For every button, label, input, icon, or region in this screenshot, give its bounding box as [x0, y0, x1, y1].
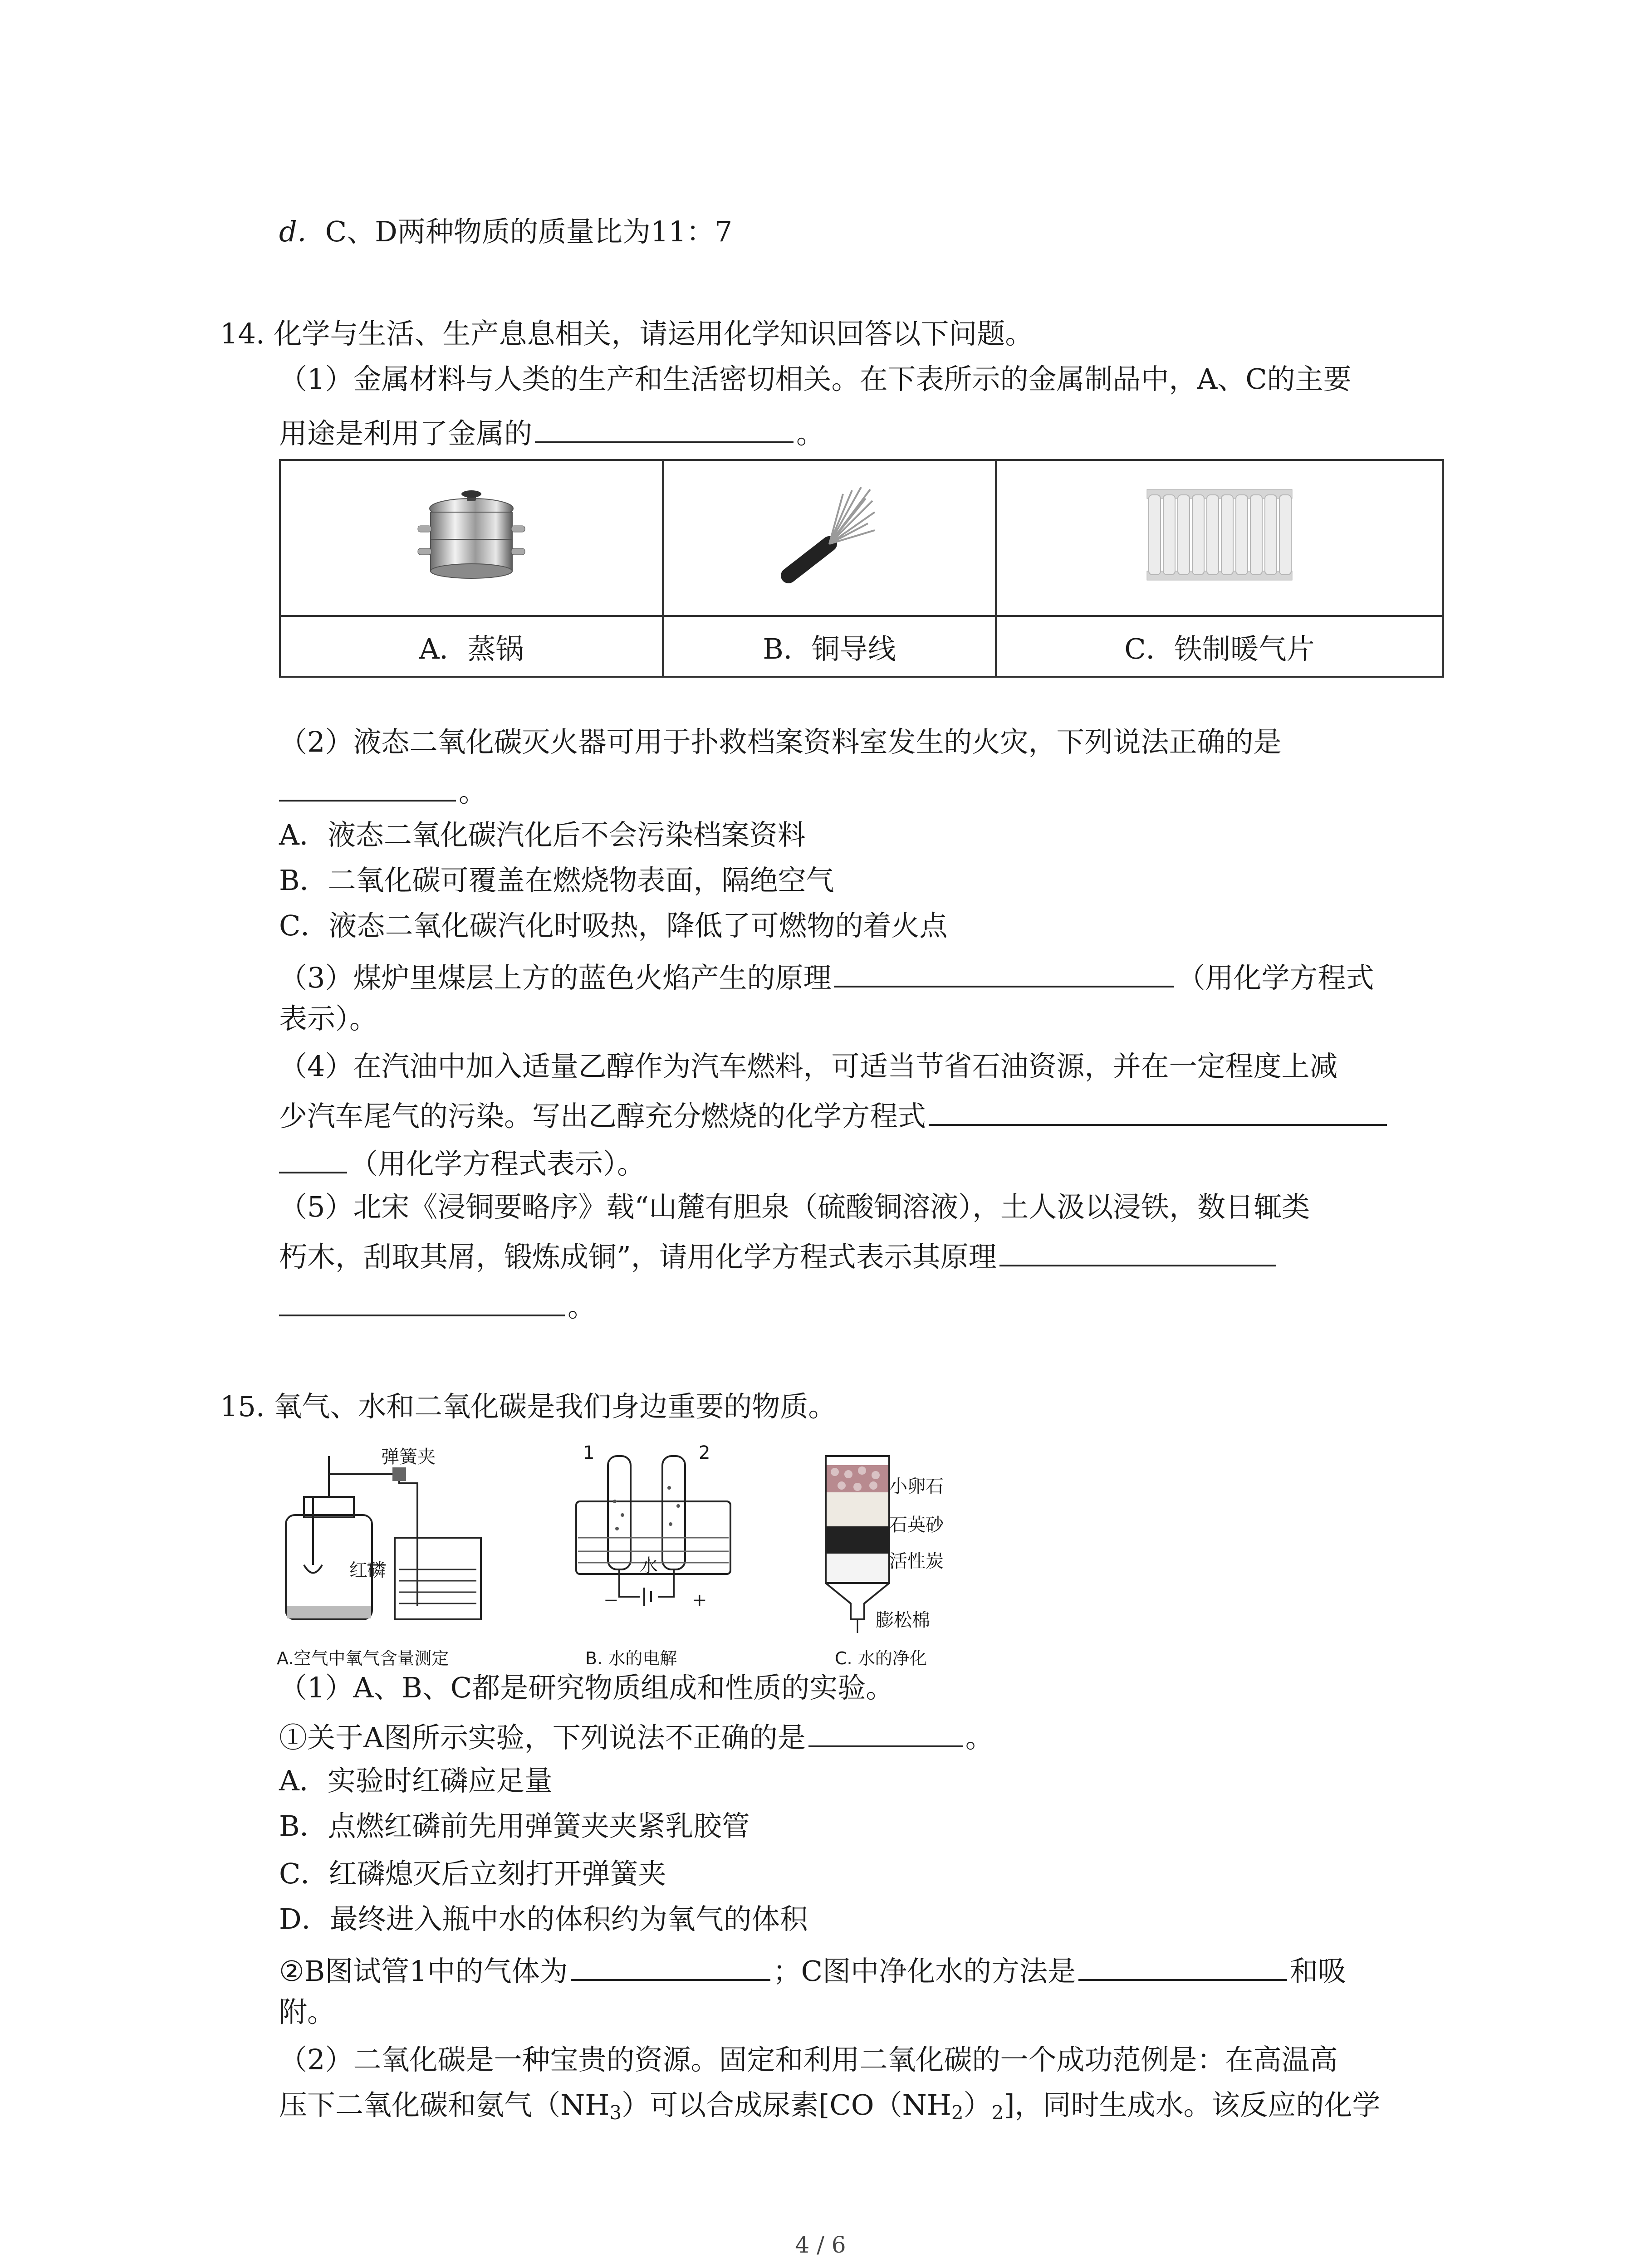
q14-p5-blank-cont[interactable] [279, 1288, 565, 1316]
q15-stem: 氧气、水和二氧化碳是我们身边重要的物质。 [274, 1390, 837, 1423]
figure-a-caption: A.空气中氧气含量测定 [277, 1648, 449, 1668]
q15-p2-line-b [279, 2088, 1381, 2124]
radiator-icon [1142, 485, 1297, 585]
q14-p4-text: 少汽车尾气的污染。写出乙醇充分燃烧的化学方程式 [279, 1100, 926, 1133]
figure-b-minus-label: − [603, 1590, 619, 1611]
figure-b-electrolysis-apparatus [567, 1447, 749, 1637]
figure-a-spring-clip-label: 弹簧夹 [381, 1447, 436, 1467]
q15-q1-stem: ①关于A图所示实验，下列说法不正确的是 [279, 1721, 806, 1754]
figure-b-water-label: 水 [640, 1555, 658, 1576]
cell-radiator-caption: C．铁制暖气片 [996, 616, 1443, 677]
q15-p2-seg3: ） [963, 2088, 992, 2121]
q14-p3-blank[interactable] [834, 959, 1174, 987]
cell-radiator-image [996, 460, 1443, 616]
copper-wire-icon [779, 480, 879, 589]
q15-option-d: D．最终进入瓶中水的体积约为氧气的体积 [279, 1902, 808, 1936]
q15-q2-line-b: 附。 [279, 1995, 336, 2028]
cell-copper-caption: B．铜导线 [663, 616, 996, 677]
figure-c-pebble-label: 小卵石 [889, 1476, 944, 1497]
q15-p2-seg2: ）可以合成尿素[CO（NH [622, 2088, 951, 2121]
q14-p1-line-b [279, 415, 824, 448]
option-d-prefix: d． [279, 215, 325, 248]
q14-p2-blank[interactable] [279, 773, 456, 802]
figure-b-caption: B. 水的电解 [585, 1648, 677, 1668]
q14-p4-line-b [279, 1098, 1390, 1133]
q14-p4-tail: （用化学方程式表示）。 [350, 1147, 646, 1180]
figure-b-tube2-label: 2 [699, 1442, 710, 1463]
q15-q1-stem-line [279, 1719, 994, 1752]
q14-option-a: A．液态二氧化碳汽化后不会污染档案资料 [279, 818, 806, 851]
q15-p1-line: （1）A、B、C都是研究物质组成和性质的实验。 [279, 1671, 894, 1704]
q14-p3-line-a [279, 959, 1374, 992]
q15-q2-line-a [279, 1953, 1347, 1988]
q15-q2-text-c: 和吸 [1290, 1955, 1347, 1988]
q15-q1-blank[interactable] [808, 1719, 963, 1747]
q14-p3-line-b: 表示）。 [279, 1002, 378, 1035]
q14-p5-line-b [279, 1238, 1279, 1271]
q15-q2-blank-method[interactable] [1078, 1953, 1287, 1981]
q14-p2-end: 。 [459, 775, 487, 808]
page-number: 4 / 6 [795, 2232, 846, 2258]
steamer-pot-icon [417, 480, 526, 589]
nh3-subscript: 3 [609, 2102, 622, 2124]
q14-p4-line-a: （4）在汽油中加入适量乙醇作为汽车燃料，可适当节省石油资源，并在一定程度上减 [279, 1050, 1338, 1083]
urea-subscript: 2 [991, 2102, 1004, 2124]
figure-c-carbon-label: 活性炭 [889, 1551, 944, 1572]
cell-copper-wire-image [663, 460, 996, 616]
q15-q1-end: 。 [965, 1721, 994, 1754]
q14-p5-line-a: （5）北宋《浸铜要略序》载“山麓有胆泉（硫酸铜溶液），土人汲以浸铁，数日辄类 [279, 1190, 1310, 1223]
q15-option-a: A．实验时红磷应足量 [279, 1764, 553, 1797]
metal-products-table [279, 459, 1444, 678]
figure-c-caption: C. 水的净化 [835, 1648, 927, 1668]
figure-a-red-phosphorus-label: 红磷 [349, 1560, 386, 1581]
q15-q2-text-b: ；C图中净化水的方法是 [773, 1955, 1076, 1988]
figure-b-tube1-label: 1 [583, 1442, 595, 1463]
q15-p2-seg4: ]，同时生成水。该反应的化学 [1004, 2088, 1381, 2121]
q15-option-c: C．红磷熄灭后立刻打开弹簧夹 [279, 1857, 666, 1890]
q14-p5-blank[interactable] [999, 1238, 1276, 1266]
q14-p1-text: 用途是利用了金属的 [279, 417, 533, 450]
q14-p3-tail: （用化学方程式 [1177, 961, 1374, 994]
q14-p1-blank[interactable] [535, 415, 794, 443]
cell-steamer-image [280, 460, 663, 616]
cell-steamer-caption: A．蒸锅 [280, 616, 663, 677]
q15-stem-line [220, 1390, 837, 1423]
q14-stem-line [220, 317, 1034, 350]
q14-p1-line-a: （1）金属材料与人类的生产和生活密切相关。在下表所示的金属制品中，A、C的主要 [279, 362, 1352, 396]
q15-q2-blank-gas[interactable] [571, 1953, 770, 1981]
q14-p5-text: 朽木，刮取其屑，锻炼成铜”，请用化学方程式表示其原理 [279, 1240, 997, 1273]
q14-p5-line-c [279, 1288, 596, 1321]
q15-q2-text-a: ②B图试管1中的气体为 [279, 1955, 568, 1988]
q14-p5-end: 。 [568, 1290, 596, 1323]
q14-option-c: C．液态二氧化碳汽化时吸热，降低了可燃物的着火点 [279, 909, 948, 942]
q15-p2-seg1: 压下二氧化碳和氨气（NH [279, 2088, 610, 2121]
q14-p4-blank[interactable] [929, 1098, 1387, 1126]
figure-b-plus-label: + [692, 1590, 707, 1611]
q14-p2-line-a: （2）液态二氧化碳灭火器可用于扑救档案资料室发生的火灾，下列说法正确的是 [279, 725, 1282, 758]
figure-a-oxygen-apparatus [277, 1447, 531, 1637]
q14-p1-end: 。 [796, 417, 825, 450]
q15-option-b: B．点燃红磷前先用弹簧夹夹紧乳胶管 [279, 1809, 750, 1843]
q14-stem: 化学与生活、生产息息相关，请运用化学知识回答以下问题。 [274, 317, 1034, 350]
q14-p2-line-b [279, 773, 487, 806]
option-d-line [279, 215, 733, 248]
q14-p4-blank-cont[interactable] [279, 1145, 347, 1173]
figure-c-sand-label: 石英砂 [889, 1515, 944, 1535]
figure-c-cotton-label: 膨松棉 [876, 1610, 930, 1631]
q14-p4-line-c [279, 1145, 645, 1178]
q14-option-b: B．二氧化碳可覆盖在燃烧物表面，隔绝空气 [279, 864, 834, 897]
q14-p3-text: （3）煤炉里煤层上方的蓝色火焰产生的原理 [279, 961, 832, 994]
q15-number: 15. [220, 1390, 265, 1423]
option-d-text: C、D两种物质的质量比为11：7 [325, 215, 733, 248]
nh2-subscript: 2 [951, 2102, 964, 2124]
q15-p2-line-a: （2）二氧化碳是一种宝贵的资源。固定和利用二氧化碳的一个成功范例是：在高温高 [279, 2043, 1338, 2076]
q14-number: 14. [220, 317, 265, 350]
